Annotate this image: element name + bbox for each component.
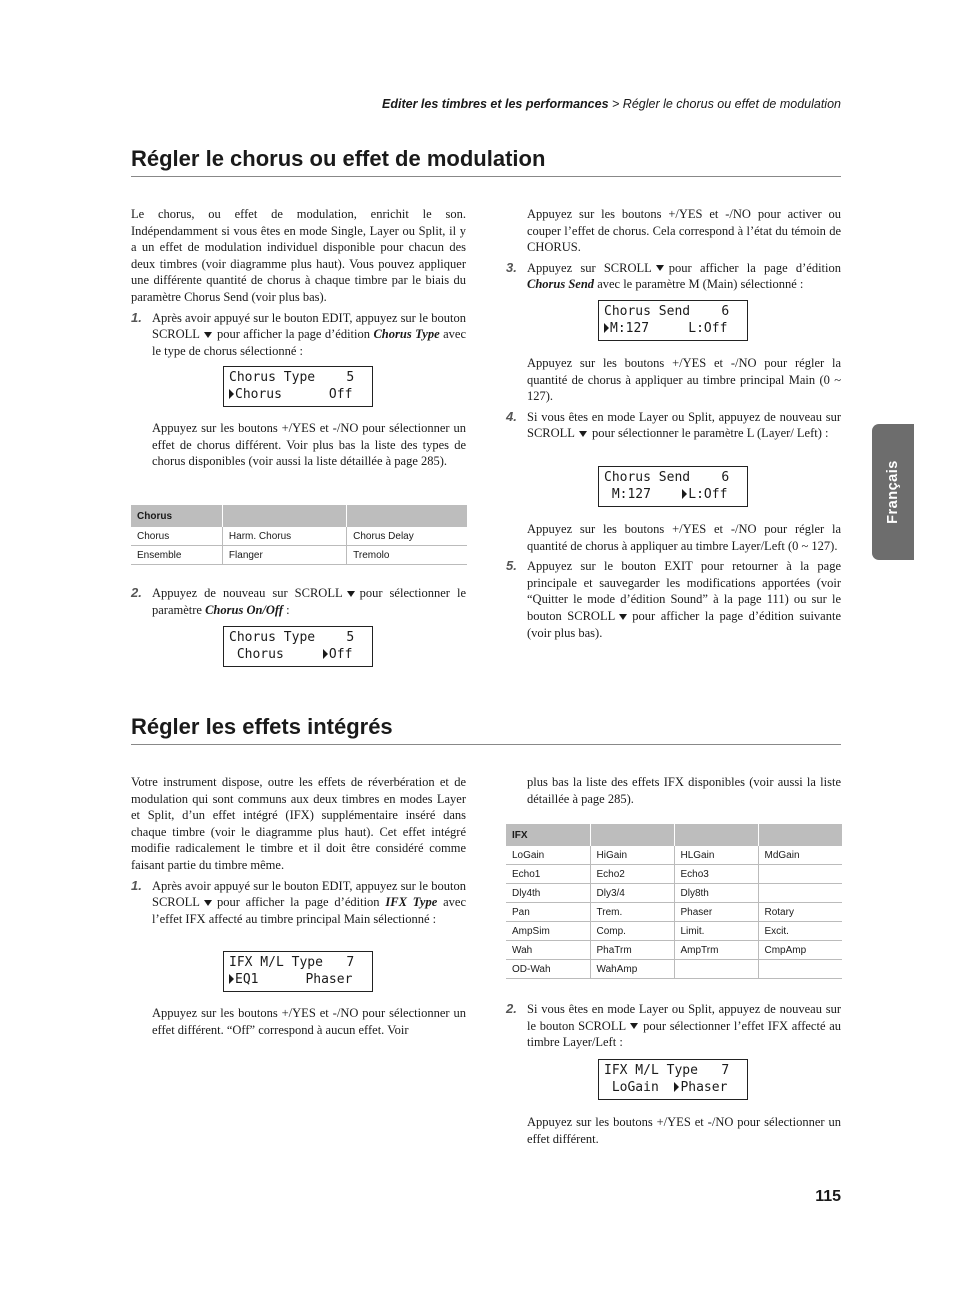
lcd-line-2: EQ1 Phaser [235,972,353,987]
table-cell: Wah [506,941,590,960]
table-header: Chorus [131,505,222,527]
param-name: Chorus On/Off [205,602,284,617]
lcd-value: Off [328,647,353,662]
table-cell: Echo1 [506,865,590,884]
s1-right-top: Appuyez sur les boutons +/YES et -/NO pour activer ou couper l’effet de chorus. Cela correspond à l’état du témoin de CHORUS. [527,207,841,255]
scroll-down-icon [204,332,212,338]
language-tab [872,424,914,560]
lcd-line-2: LoGain [604,1080,675,1095]
table-cell: Phaser [674,903,758,922]
chorus-types-table [131,505,467,565]
step-text: Si vous êtes en mode Layer ou Split, appuyez de nouveau sur SCROLL [527,409,841,441]
table-cell: Ensemble [131,546,222,565]
table-cell: LoGain [506,846,590,865]
table-row [506,922,842,941]
s2-right-column-3 [506,1114,841,1147]
table-cell: Chorus Delay [347,527,467,546]
param-name: Chorus Send [527,277,595,292]
s1-right-column-2 [506,355,841,442]
lcd-line-1: IFX M/L Type 7 [604,1063,730,1078]
step-text: Appuyez sur SCROLL [527,260,652,275]
table-cell: Limit. [674,922,758,941]
s1-step-5 [506,558,841,641]
step-text: pour afficher la page d’édition [668,260,842,275]
lcd-value: L:Off [688,487,728,502]
table-cell: Dly8th [674,884,758,903]
table-cell [758,960,842,979]
step-text: avec l’effet IFX affecté au timbre principal Main sélectionné : [152,895,466,926]
lcd-display-chorus-send-layer [598,466,748,507]
lcd-line-2: M:127 L:Off [610,321,728,336]
s2-step-1 [131,878,466,928]
table-cell: Echo2 [590,865,674,884]
lcd-display-ifx-layer [598,1059,748,1100]
step-text: pour afficher la page d’édition suivante (voir plus bas). [527,608,841,640]
step-text: Appuyez de nouveau sur SCROLL [152,586,343,600]
table-row [506,960,842,979]
table-cell: Echo3 [674,865,758,884]
cursor-icon [674,1082,679,1092]
s1-left-column-3 [131,581,466,618]
s2-right-top: plus bas la liste des effets IFX disponibles (voir aussi la liste détaillée à page 285). [527,775,841,806]
language-tab-label: Français [885,460,901,524]
table-cell: Comp. [590,922,674,941]
s2-right-column [506,774,841,807]
step-text: Après avoir appuyé sur le bouton EDIT, appuyez sur le bouton SCROLL [152,878,466,910]
table-cell: AmpTrm [674,941,758,960]
ifx-types-table [506,824,842,979]
s2-after-lcd2: Appuyez sur les boutons +/YES et -/NO pour sélectionner un effet différent. [527,1115,841,1146]
table-row [506,846,842,865]
s2-after-lcd1: Appuyez sur les boutons +/YES et -/NO pour sélectionner un effet différent. “Off” correspond à aucun effet. Voir [152,1006,466,1037]
scroll-down-icon [347,591,355,597]
step-text: pour afficher la page d’édition [216,895,380,910]
s1-right-column-3 [506,521,841,641]
step-text: pour sélectionner l’effet IFX affecté au timbre Layer/Left : [527,1018,842,1050]
lcd-line-1: Chorus Send 6 [604,470,730,485]
s2-step-2 [506,1001,841,1051]
table-cell: HLGain [674,846,758,865]
table-row [506,941,842,960]
lcd-line-2: M:127 [604,487,683,502]
table-cell: Pan [506,903,590,922]
section-title-effects: Régler les effets intégrés [131,714,841,745]
table-cell: Excit. [758,922,842,941]
table-cell: WahAmp [590,960,674,979]
step-number: 1. [131,309,142,325]
table-cell [758,865,842,884]
scroll-down-icon [619,614,627,620]
cursor-icon [229,974,234,984]
cursor-icon [229,389,234,399]
table-cell: Dly4th [506,884,590,903]
step-number: 2. [506,1001,517,1016]
cursor-icon [682,489,687,499]
table-cell: OD-Wah [506,960,590,979]
scroll-down-icon [656,265,664,271]
table-row [506,884,842,903]
table-cell [758,884,842,903]
step-text: Après avoir appuyé sur le bouton EDIT, appuyez sur le bouton SCROLL [152,310,466,342]
table-row [506,865,842,884]
s2-right-column-2 [506,997,841,1051]
page-number: 115 [815,1188,841,1205]
section-title-chorus: Régler le chorus ou effet de modulation [131,146,841,177]
s1-step-3 [506,260,841,293]
table-cell: CmpAmp [758,941,842,960]
table-cell: Tremolo [347,546,467,565]
scroll-down-icon [204,900,212,906]
step-text: pour sélectionner le paramètre L (Layer/ Left) : [591,426,829,441]
running-header [382,97,841,111]
step-number: 5. [506,558,517,574]
table-row [506,903,842,922]
lcd-line-1: Chorus Type 5 [229,630,355,645]
param-name: IFX Type [385,895,438,910]
table-cell: Rotary [758,903,842,922]
s2-intro: Votre instrument dispose, outre les effets de réverbération et de modulation qui sont communs aux deux timbres en modes Layer et Split, d’un effet intégré (IFX) supplémentaire inséré dans chaque timbre (voir le diagramme plus haut). Cet effet intégré modifie radicalement le timbre et il doit être considéré comme faisant partie du timbre même. [131,775,466,872]
s1-left-column [131,206,466,359]
table-row [131,527,467,546]
step-text: avec le paramètre M (Main) sélectionné : [597,277,804,292]
table-cell: Chorus [131,527,222,546]
step-text: : [286,602,290,617]
lcd-display-chorus-type [223,366,373,407]
table-cell: Flanger [222,546,346,565]
table-cell: Dly3/4 [590,884,674,903]
param-name: Chorus Type [373,327,440,342]
step-number: 1. [131,877,142,893]
s1-step-2 [131,585,466,618]
lcd-line-2: Chorus [229,647,323,662]
table-cell: Harm. Chorus [222,527,346,546]
lcd-display-chorus-send-main [598,300,748,341]
table-row [131,546,467,565]
cursor-icon [604,323,609,333]
s1-step-1 [131,310,466,360]
s1-after-lcd4: Appuyez sur les boutons +/YES et -/NO pour régler la quantité de chorus à appliquer au timbre Layer/Left (0 ~ 127). [527,522,841,553]
scroll-down-icon [630,1023,638,1029]
step-text: pour afficher la page d’édition [216,327,371,342]
lcd-value: Phaser [680,1080,728,1095]
table-cell: Trem. [590,903,674,922]
scroll-down-icon [579,431,587,437]
s1-after-lcd1: Appuyez sur les boutons +/YES et -/NO pour sélectionner un effet de chorus différent. Voir plus bas la liste des types de chorus disponibles (voir aussi la liste détaillée à page 285). [152,421,466,469]
s1-after-lcd3: Appuyez sur les boutons +/YES et -/NO pour régler la quantité de chorus à appliquer au timbre principal Main (0 ~ 127). [527,356,841,404]
header-section: Editer les timbres et les performances [382,97,609,111]
header-subsection: Régler le chorus ou effet de modulation [622,97,841,111]
lcd-line-2: Chorus Off [235,387,353,402]
s1-right-column [506,206,841,293]
table-cell: HiGain [590,846,674,865]
step-number: 3. [506,259,517,275]
lcd-line-1: Chorus Send 6 [604,304,730,319]
table-cell: MdGain [758,846,842,865]
s1-intro: Le chorus, ou effet de modulation, enrichit le son. Indépendamment si vous êtes en mode Single, Layer ou Split, il y a un effet de modulation individuel disponible pour chacun des deux timbres (voir diagramme plus haut). Vous pouvez appliquer une différente quantité de chorus à chaque timbre par le biais du paramètre Chorus Send (voir plus bas). [131,207,466,304]
s1-step-4 [506,409,841,442]
s2-left-column-2 [131,1005,466,1038]
lcd-display-ifx-main [223,951,373,992]
step-text: avec le type de chorus sélectionné : [152,327,467,358]
step-text: Si vous êtes en mode Layer ou Split, appuyez de nouveau sur le bouton SCROLL [527,1002,841,1033]
s2-left-column [131,774,466,927]
step-number: 2. [131,585,142,600]
cursor-icon [323,649,328,659]
table-cell: PhaTrm [590,941,674,960]
lcd-display-chorus-onoff [223,626,373,667]
step-text: Appuyez sur le bouton EXIT pour retourner à la page principale et sauvegarder les modifications apportées (voir “Quitter le mode d’édition Sound” à la page 111) ou sur le bouton SCROLL [527,559,841,623]
header-separator: > [612,97,620,111]
table-cell [674,960,758,979]
table-cell: AmpSim [506,922,590,941]
step-text: pour sélectionner le paramètre [152,586,466,617]
s1-left-column-2 [131,420,466,470]
step-number: 4. [506,408,517,424]
lcd-line-1: Chorus Type 5 [229,370,355,385]
table-header: IFX [506,824,590,846]
lcd-line-1: IFX M/L Type 7 [229,955,355,970]
